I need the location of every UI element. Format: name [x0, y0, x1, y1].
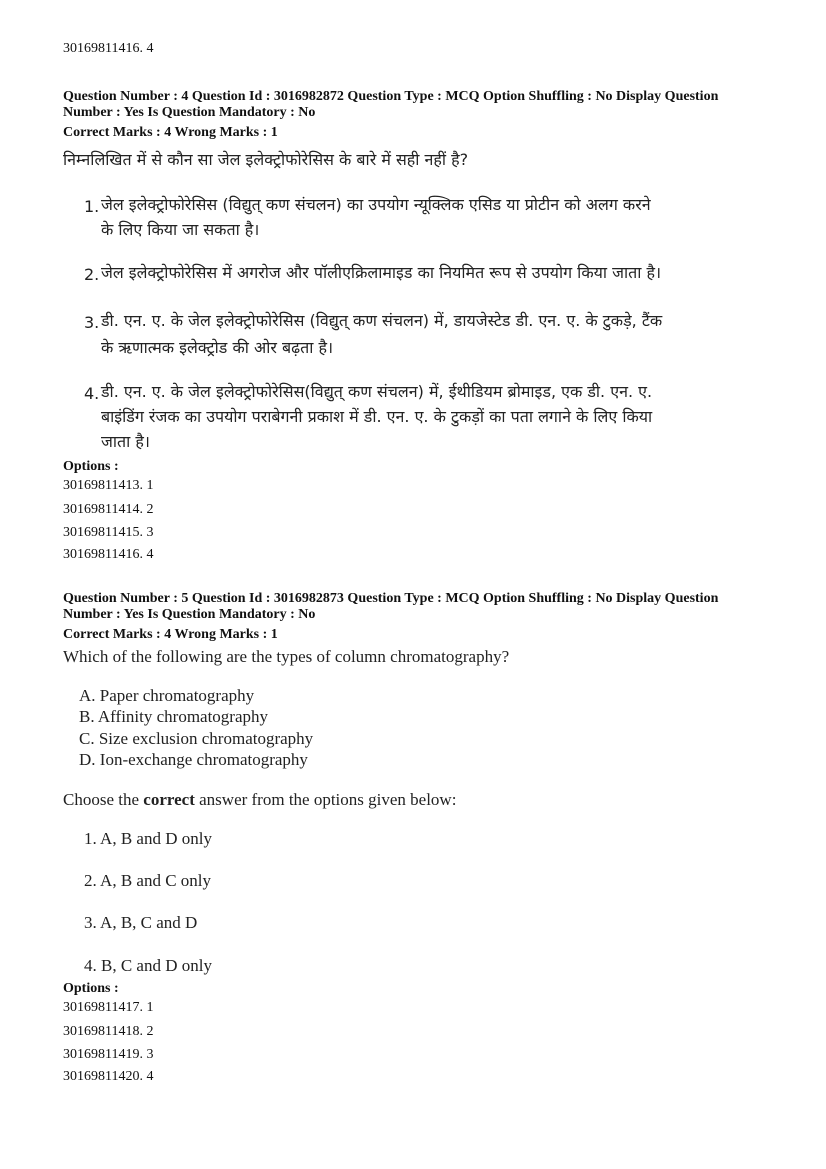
- q4-statement-4-num: 4.: [84, 384, 100, 403]
- q4-statement-4-line3: जाता है।: [101, 432, 150, 451]
- q4-statement-3-num: 3.: [84, 313, 100, 332]
- q5-item-a: A. Paper chromatography: [79, 686, 255, 705]
- header-reference: 30169811416. 4: [63, 41, 154, 56]
- q4-statement-3-line1: डी. एन. ए. के जेल इलेक्ट्रोफोरेसिस (विद्युत् कण संचलन) में, डायजेस्टेड डी. एन. ए. के टुकड़े, टैंक: [101, 311, 663, 330]
- q5-answer-4: 4. B, C and D only: [84, 956, 212, 975]
- q4-statement-1-num: 1.: [84, 197, 100, 216]
- q5-options-label: Options :: [63, 981, 119, 996]
- q4-statement-2-num: 2.: [84, 265, 100, 284]
- q5-choose-suffix: answer from the options given below:: [194, 790, 457, 809]
- q5-option-3: 30169811419. 3: [63, 1047, 154, 1062]
- q4-meta-line1: Question Number : 4 Question Id : 3016982872 Question Type : MCQ Option Shuffling : No Display Question: [63, 89, 719, 104]
- q4-options-label: Options :: [63, 459, 119, 474]
- q4-option-4: 30169811416. 4: [63, 547, 154, 562]
- q5-choose-instruction: [63, 790, 456, 810]
- q5-item-c: C. Size exclusion chromatography: [79, 729, 314, 748]
- q5-option-2: 30169811418. 2: [63, 1024, 154, 1039]
- q5-item-d: D. Ion-exchange chromatography: [79, 750, 308, 769]
- q4-statement-3-line2: के ऋणात्मक इलेक्ट्रोड की ओर बढ़ता है।: [101, 338, 334, 357]
- q5-answer-2: 2. A, B and C only: [84, 871, 212, 890]
- q4-option-1: 30169811413. 1: [63, 478, 154, 493]
- q4-option-2: 30169811414. 2: [63, 502, 154, 517]
- q4-marks: Correct Marks : 4 Wrong Marks : 1: [63, 125, 278, 140]
- q5-option-1: 30169811417. 1: [63, 1000, 154, 1015]
- q4-statement-4-line2: बाइंडिंग रंजक का उपयोग पराबेगनी प्रकाश में डी. एन. ए. के टुकड़ों का पता लगाने के लिए किया: [101, 407, 653, 426]
- q5-meta-line1: Question Number : 5 Question Id : 3016982873 Question Type : MCQ Option Shuffling : No Display Question: [63, 591, 719, 606]
- q4-statement-4-line1: डी. एन. ए. के जेल इलेक्ट्रोफोरेसिस(विद्युत् कण संचलन) में, ईथीडियम ब्रोमाइड, एक डी. एन. ए.: [101, 382, 653, 401]
- q4-meta-line2: Number : Yes Is Question Mandatory : No: [63, 105, 316, 120]
- q4-option-3: 30169811415. 3: [63, 525, 154, 540]
- q4-statement-1-line2: के लिए किया जा सकता है।: [101, 220, 260, 239]
- q4-question-text: निम्नलिखित में से कौन सा जेल इलेक्ट्रोफोरेसिस के बारे में सही नहीं है?: [63, 150, 469, 169]
- q5-meta-line2: Number : Yes Is Question Mandatory : No: [63, 607, 316, 622]
- q4-statement-2-line1: जेल इलेक्ट्रोफोरेसिस में अगरोज और पॉलीएक्रिलामाइड का नियमित रूप से उपयोग किया जाता है।: [101, 263, 662, 282]
- q5-answer-1: 1. A, B and D only: [84, 829, 212, 848]
- q5-choose-prefix: Choose the: [63, 790, 144, 809]
- q4-statement-1-line1: जेल इलेक्ट्रोफोरेसिस (विद्युत् कण संचलन) का उपयोग न्यूक्लिक एसिड या प्रोटीन को अलग करने: [101, 195, 651, 214]
- q5-choose-bold: correct: [143, 790, 195, 809]
- q5-answer-3: 3. A, B, C and D: [84, 913, 198, 932]
- q5-option-4: 30169811420. 4: [63, 1069, 154, 1084]
- q5-question-text: Which of the following are the types of column chromatography?: [63, 647, 510, 666]
- q5-item-b: B. Affinity chromatography: [79, 707, 269, 726]
- q5-marks: Correct Marks : 4 Wrong Marks : 1: [63, 627, 278, 642]
